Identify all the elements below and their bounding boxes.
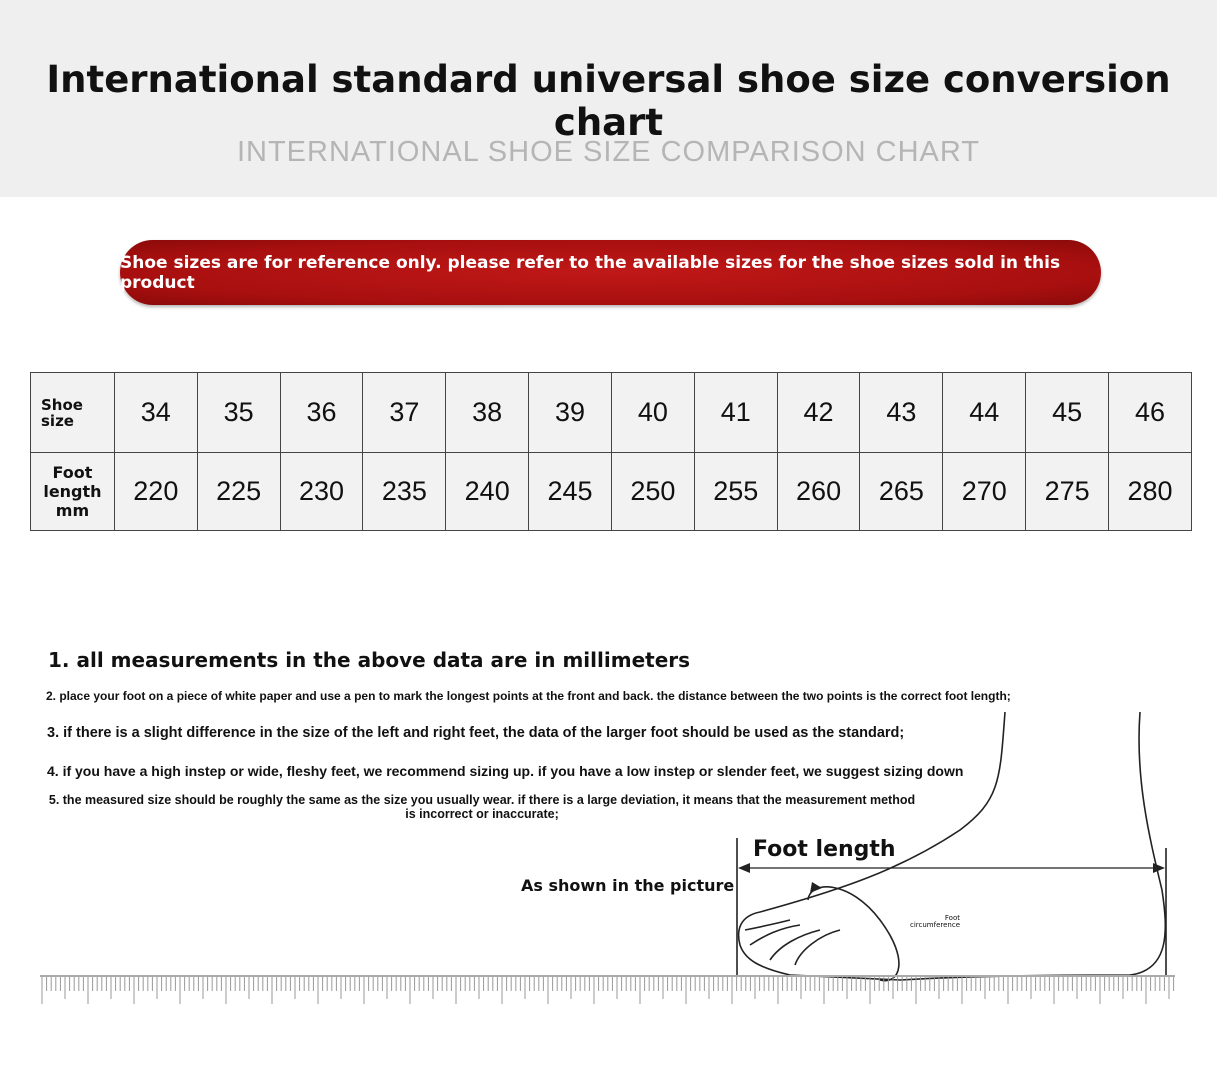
note-2: 2. place your foot on a piece of white paper and use a pen to mark the longest points at the front and back. the distance between the two points is the correct foot length;: [46, 689, 1011, 703]
foot-length-label: Foot length: [753, 837, 896, 862]
toes-outline: [745, 920, 840, 965]
foot-length-cell: 220: [114, 453, 197, 531]
foot-length-cell: 245: [529, 453, 612, 531]
arrow-left-icon: [738, 863, 750, 873]
row-label-foot-length: Foot length mm: [31, 453, 115, 531]
shoe-size-cell: 40: [611, 373, 694, 453]
shoe-size-cell: 44: [943, 373, 1026, 453]
page-subtitle: INTERNATIONAL SHOE SIZE COMPARISON CHART: [236, 136, 981, 168]
shoe-size-cell: 42: [777, 373, 860, 453]
foot-length-cell: 230: [280, 453, 363, 531]
shoe-size-cell: 37: [363, 373, 446, 453]
foot-length-cell: 225: [197, 453, 280, 531]
foot-length-cell: 255: [694, 453, 777, 531]
foot-circumference-label: Foot circumference: [909, 914, 960, 929]
shoe-size-cell: 46: [1109, 373, 1192, 453]
note-1: 1. all measurements in the above data are in millimeters: [48, 648, 691, 672]
shoe-size-cell: 36: [280, 373, 363, 453]
reference-banner: Shoe sizes are for reference only. please refer to the available sizes for the shoe sizes sold in this product: [120, 240, 1101, 305]
shoe-size-cell: 34: [114, 373, 197, 453]
arrow-right-icon: [1153, 863, 1165, 873]
ruler: [40, 975, 1175, 1004]
shoe-size-cell: 45: [1026, 373, 1109, 453]
foot-length-cell: 260: [777, 453, 860, 531]
shoe-size-cell: 35: [197, 373, 280, 453]
diagram-caption: As shown in the picture: [521, 876, 735, 895]
shoe-size-cell: 41: [694, 373, 777, 453]
shoe-size-cell: 38: [446, 373, 529, 453]
foot-length-cell: 275: [1026, 453, 1109, 531]
note-3: 3. if there is a slight difference in the size of the left and right feet, the data of the larger foot should be used as the standard;: [47, 725, 905, 741]
arrow-head-icon: [810, 882, 822, 893]
foot-length-cell: 280: [1109, 453, 1192, 531]
shoe-size-cell: 39: [529, 373, 612, 453]
row-label-shoe-size: Shoe size: [31, 373, 115, 453]
foot-length-cell: 235: [363, 453, 446, 531]
foot-length-cell: 270: [943, 453, 1026, 531]
note-4: 4. if you have a high instep or wide, fleshy feet, we recommend sizing up. if you have a low instep or slender feet, we suggest sizing down: [47, 763, 964, 779]
shoe-size-cell: 43: [860, 373, 943, 453]
circumference-loop: [808, 887, 899, 981]
foot-length-cell: 265: [860, 453, 943, 531]
page-title: International standard universal shoe size conversion chart: [46, 58, 1171, 144]
foot-length-cell: 250: [611, 453, 694, 531]
note-5: 5. the measured size should be roughly the same as the size you usually wear. if there is a large deviation, it means that the measurement method is incorrect or inaccurate;: [48, 793, 916, 821]
foot-length-cell: 240: [446, 453, 529, 531]
